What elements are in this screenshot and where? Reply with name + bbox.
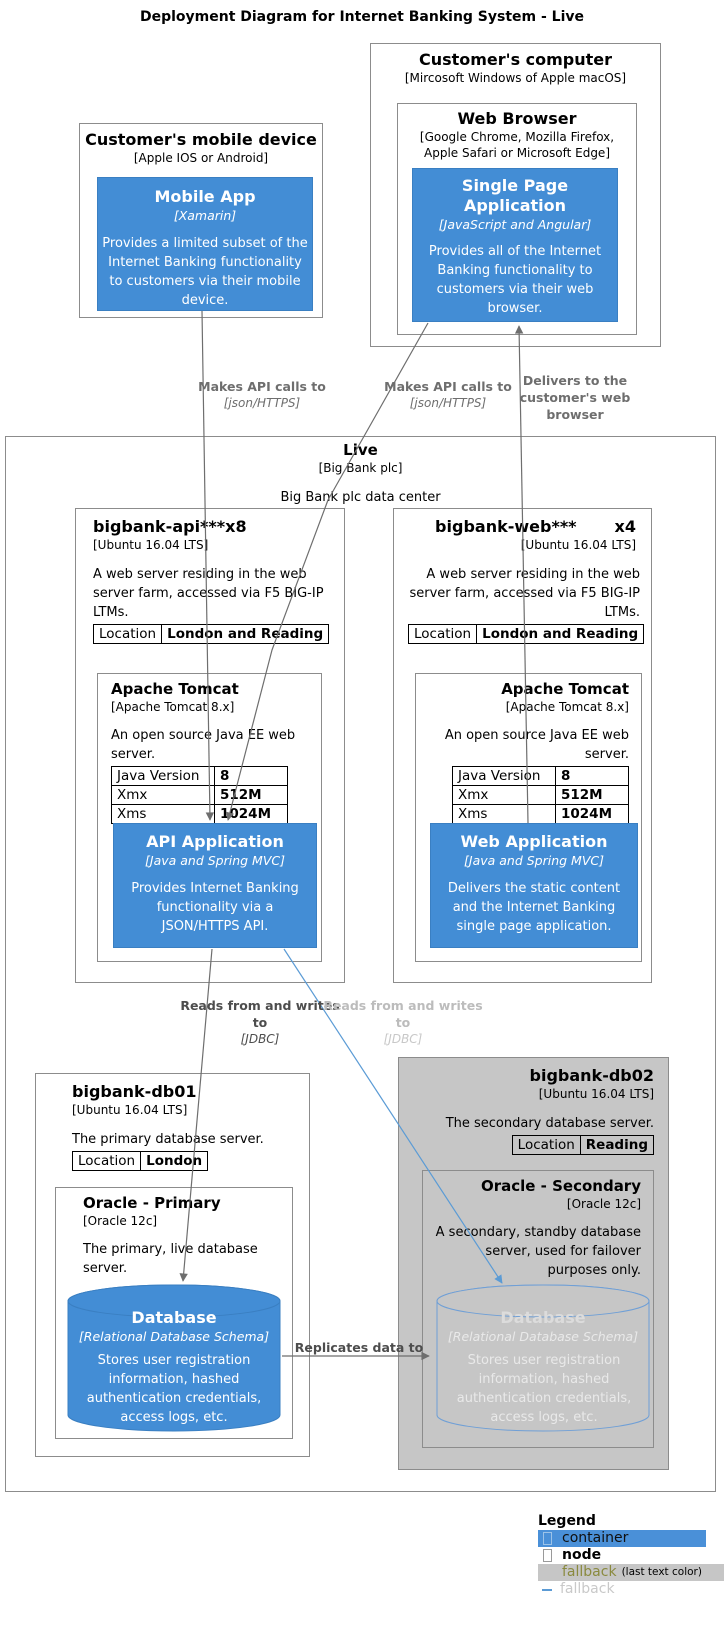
- node-title: bigbank-db02: [529, 1066, 654, 1085]
- property-table: Location London and Reading: [93, 624, 329, 644]
- spacer: [543, 1566, 552, 1579]
- database-secondary-cylinder: [436, 1284, 650, 1432]
- container-tech: [Java and Spring MVC]: [464, 853, 604, 868]
- container-description: Delivers the static content and the Internet Banking single page application.: [447, 881, 621, 934]
- relationship-label-replicates: Replicates data to: [294, 1340, 424, 1355]
- legend-row-fallback-line: fallback: [538, 1581, 706, 1598]
- legend-row-container: container: [538, 1530, 706, 1547]
- instance-count: x4: [614, 517, 636, 536]
- relationship-label-mobile-to-api: Makes API calls to [json/HTTPS]: [198, 379, 326, 410]
- container-title: API Application: [146, 832, 284, 851]
- tofu-box-icon: [543, 1532, 552, 1545]
- node-subtitle: [Ubuntu 16.04 LTS]: [538, 1087, 654, 1101]
- node-subtitle: [Big Bank plc]: [318, 461, 403, 475]
- node-subtitle: [Apache Tomcat 8.x]: [111, 700, 235, 714]
- node-subtitle: [Mircosoft Windows of Apple macOS]: [404, 71, 627, 85]
- container-tech: [Java and Spring MVC]: [145, 853, 285, 868]
- container-tech: [JavaScript and Angular]: [438, 217, 592, 232]
- node-subtitle: [Ubuntu 16.04 LTS]: [72, 1103, 188, 1117]
- container-title: Mobile App: [154, 187, 256, 206]
- container-title: Database: [131, 1308, 217, 1327]
- container-tech: [Relational Database Schema]: [447, 1329, 639, 1344]
- container-title: Database: [500, 1308, 586, 1327]
- node-description: An open source Java EE web server.: [111, 728, 296, 762]
- node-subtitle: [Apple IOS or Android]: [133, 151, 269, 165]
- tofu-box-icon: [543, 1549, 552, 1562]
- property-table: Java Version 8 Xmx 512M Xms 1024M: [452, 766, 629, 824]
- container-tech: [Xamarin]: [173, 208, 237, 223]
- node-description: The secondary database server.: [445, 1116, 654, 1131]
- blue-dash-icon: [542, 1589, 552, 1591]
- legend: [538, 1512, 724, 1598]
- node-subtitle: [Google Chrome, Mozilla Firefox, Apple Safari or Microsoft Edge]: [419, 130, 615, 160]
- relationship-label-api-to-secondary: Reads from and writes to [JDBC]: [323, 998, 483, 1046]
- node-subtitle: [Ubuntu 16.04 LTS]: [93, 538, 209, 552]
- container-api-application: [113, 823, 317, 948]
- legend-row-fallback-fill: fallback (last text color): [538, 1564, 724, 1581]
- container-title: Single Page Application: [461, 176, 569, 215]
- datacenter-label: Big Bank plc data center: [280, 490, 441, 505]
- container-description: Stores user registration information, hashed authentication credentials, access logs, etc.: [456, 1353, 632, 1425]
- node-title: Customer's computer: [418, 50, 613, 69]
- node-title: Customer's mobile device: [85, 130, 317, 149]
- node-subtitle: [Oracle 12c]: [566, 1197, 641, 1211]
- container-description: Stores user registration information, hashed authentication credentials, access logs, etc.: [86, 1353, 262, 1425]
- node-title: bigbank-db01: [72, 1082, 197, 1101]
- container-mobile-app: [97, 177, 313, 311]
- container-tech: [Relational Database Schema]: [78, 1329, 270, 1344]
- property-table: Location London: [72, 1151, 208, 1171]
- relationship-label-api-to-primary: Reads from and writes to [JDBC]: [180, 998, 340, 1046]
- node-title: bigbank-api***x8: [93, 517, 247, 536]
- diagram-title: Deployment Diagram for Internet Banking System - Live: [139, 9, 585, 25]
- node-title: Apache Tomcat: [501, 680, 629, 698]
- node-title: Live: [343, 441, 378, 459]
- relationship-label-spa-to-api: Makes API calls to [json/HTTPS]: [384, 379, 512, 410]
- property-table: Location London and Reading: [408, 624, 644, 644]
- node-description: A secondary, standby database server, used for failover purposes only.: [435, 1225, 641, 1278]
- node-description: The primary database server.: [72, 1132, 264, 1147]
- node-description: A web server residing in the web server farm, accessed via F5 BIG-IP LTMs.: [409, 567, 640, 620]
- container-single-page-application: [412, 168, 618, 322]
- node-title: Oracle - Primary: [83, 1194, 221, 1212]
- node-description: A web server residing in the web server farm, accessed via F5 BIG-IP LTMs.: [93, 567, 324, 620]
- database-primary-cylinder: [67, 1284, 281, 1432]
- container-description: Provides Internet Banking functionality via a JSON/HTTPS API.: [131, 881, 299, 934]
- legend-title: Legend: [538, 1513, 596, 1529]
- legend-row-node: node: [538, 1547, 706, 1564]
- property-table: Java Version 8 Xmx 512M Xms 1024M: [111, 766, 288, 824]
- node-title: bigbank-web*** x4: [435, 517, 636, 536]
- container-web-application: [430, 823, 638, 948]
- node-subtitle: [Ubuntu 16.04 LTS]: [520, 538, 636, 552]
- property-table: Location Reading: [512, 1135, 654, 1155]
- node-title: Apache Tomcat: [111, 680, 239, 698]
- container-description: Provides all of the Internet Banking functionality to customers via their web browser.: [428, 244, 602, 316]
- container-title: Web Application: [460, 832, 608, 851]
- node-title: Oracle - Secondary: [480, 1177, 641, 1195]
- node-description: An open source Java EE web server.: [444, 728, 629, 762]
- node-description: The primary, live database server.: [83, 1242, 258, 1276]
- relationship-label-web-to-spa: Delivers to the customer's web browser: [519, 373, 631, 422]
- node-subtitle: [Oracle 12c]: [83, 1214, 158, 1228]
- legend-note: (last text color): [621, 1566, 702, 1578]
- node-title: Web Browser: [457, 109, 577, 128]
- container-description: Provides a limited subset of the Internet Banking functionality to customers via their mobile device.: [102, 236, 308, 308]
- node-subtitle: [Apache Tomcat 8.x]: [505, 700, 629, 714]
